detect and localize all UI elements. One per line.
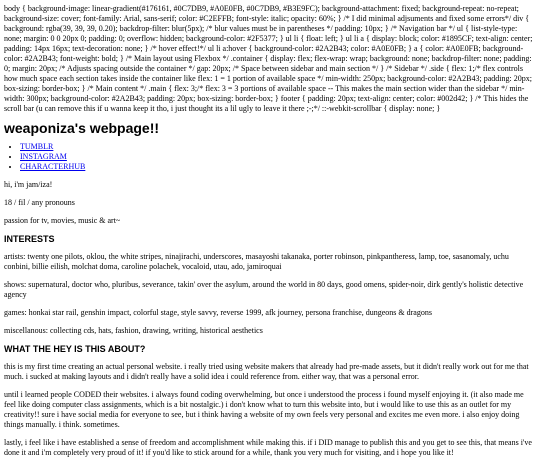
- nav-link-tumblr[interactable]: TUMBLR: [20, 142, 54, 151]
- interests-artists: artists: twenty one pilots, oklou, the white stripes, ninajirachi, underscores, masayoshi takanaka, porter robinson, pinkpantheress, lamp, toe, sasanomaly, uchu conbini, billie eilish, molchat doma, caroline polachek, vocaloid, utau, ado, jamiroquai: [4, 252, 509, 271]
- intro-passion: passion for tv, movies, music & art~: [4, 216, 121, 225]
- intro-info: 18 / fil / any pronouns: [4, 198, 75, 207]
- nav-item-tumblr: [20, 142, 536, 152]
- about-paragraph-2: until i learned people CODED their websites. i always found coding overwhelming, but once i understood the process i found myself enjoying it. (it also made me feel like doing computer class assignments, which is a bit nostalgic.) i don't know what to turn this website into, but i would like to use this as an outlet for my creativity!! sure i have social media for everyone to see, but i think having a website of my own feels very personal and excites me even more. i also enjoy doing things manually. i think. sometimes.: [4, 390, 524, 429]
- nav-item-instagram: [20, 152, 536, 162]
- nav-link-instagram[interactable]: INSTAGRAM: [20, 152, 67, 161]
- interests-misc: miscellanous: collecting cds, hats, fashion, drawing, writing, historical aesthetics: [4, 326, 263, 335]
- interests-heading: INTERESTS: [4, 234, 55, 244]
- about-paragraph-3: lastly, i feel like i have established a sense of freedom and accomplishment while making this. if i DID manage to publish this and you get to see this, that means i've done it and i'm completely very proud of it! if you'd like to stick around for a while, thank you very much for visiting, and i hope you like it!: [4, 438, 532, 457]
- nav-item-characterhub: [20, 162, 536, 172]
- intro-greeting: hi, i'm jam/iza!: [4, 180, 53, 189]
- page-title: weaponiza's webpage!!: [4, 120, 160, 136]
- nav-link-characterhub[interactable]: CHARACTERHUB: [20, 162, 86, 171]
- interests-games: games: honkai star rail, genshin impact, colorful stage, style savvy, reverse 1999, afk journey, persona franchise, dungeons & dragons: [4, 308, 432, 317]
- nav-list: [4, 142, 536, 172]
- interests-shows: shows: supernatural, doctor who, pluribus, severance, takin' over the asylum, around the world in 80 days, good omens, spider-noir, dirk gently's holistic detective agency: [4, 280, 524, 299]
- raw-css-text: body { background-image: linear-gradient(#176161, #0C7DB9, #A0E0FB, #0C7DB9, #B3E9FC); background-attachment: fixed; background-repeat: no-repeat; background-size: cover; font-family: Arial, sans-serif; color: #C2EFFB; font-style: italic; opacity: 60%; } /* I did minimal adjsuments and fixed some errors*/ div { background: rgba(39, 39, 39, 0.20); backdrop-filter: blur(5px); /* blur values must be in parentheses */ padding: 10px; } /* Navigation bar */ ul { list-style-type: none; margin: 0 0 20px 0; padding: 0; overflow: hidden; background-color: #2F5377; } ul li { float: left; } ul li a { display: block; color: #1895CF; text-align: center; padding: 14px 16px; text-decoration: none; } /* hover effect!*/ ul li a:hover { background-color: #2A2B43; color: #A0E0FB; } a { color: #A0E0FB; background-color: #2A2B43; font-weight: bold; } /* Main layout using Flexbox */ .container { display: flex; flex-wrap: wrap; background: none; backdrop-filter: none; padding: 0; margin: 20px; /* Adjusts spacing outside the container */ gap: 20px; /* Space between sidebar and main section */ } /* Sidebar */ .side { flex: 1;/* flex controls how much space each section takes inside the container like flex: 1 = 1 portion of available space */ min-width: 250px; background-color: #2A2B43; padding: 20px; box-sizing: border-box; } /* Main content */ .main { flex: 3;/* flex: 3 = 3 portions of available space -- This makes the main section wider than the sidebar */ min-width: 300px; background-color: #2A2B43; padding: 20px; box-sizing: border-box; } footer { padding: 20px; text-align: center; color: #002d42; } /* This hides the scroll bar (u can remove this if u wanna keep it tho, i just thought its a lil ugly to leave it there ;-;*/ ::-webkit-scrollbar { display: none; }: [4, 4, 533, 113]
- about-paragraph-1: this is my first time creating an actual personal website. i really tried using website makers that already had pre-made assets, but it didn't really work out for me that much. i sucked at making layouts and i didn't really have a solid idea i could reference from. either way, that was a personal error.: [4, 362, 529, 381]
- about-heading: WHAT THE HEY IS THIS ABOUT?: [4, 344, 146, 354]
